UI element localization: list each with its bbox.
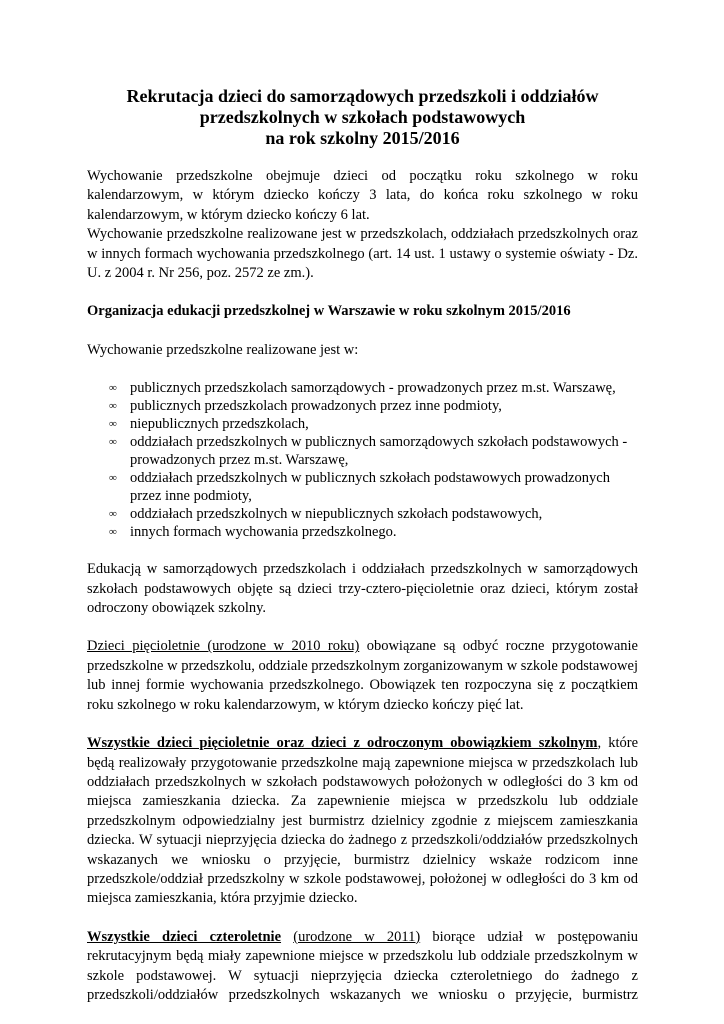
title-line-2: przedszkolnych w szkołach podstawowych xyxy=(199,107,526,127)
intro-paragraph-1: Wychowanie przedszkolne obejmuje dzieci od początku roku szkolnego w roku kalendarzowym, w którym dziecko kończy 3 lata, do końca roku szkolnego w roku kalendarzowym, w którym dziecko kończy 6 lat. xyxy=(87,168,638,223)
infinity-bullet-icon: ∞ xyxy=(109,508,117,521)
list-item xyxy=(109,379,638,397)
intro-paragraph-2: Wychowanie przedszkolne realizowane jest w przedszkolach, oddziałach przedszkolnych oraz w innych formach wychowania przedszkolnego (art. 14 ust. 1 ustawy o systemie oświaty - Dz. U. z 2004 r. Nr 256, poz. 2572 ze zm.). xyxy=(87,226,638,282)
list-item-text: oddziałach przedszkolnych w publicznych szkołach podstawowych prowadzonych przez inne podmioty, xyxy=(130,470,610,505)
list-item xyxy=(109,469,638,505)
four-year-olds-text: biorące udział w postępowaniu rekrutacyjnym będą miały zapewnione miejsce w przedszkolu lub oddziale przedszkolnym w szkole podstawowej. W sytuacji nieprzyjęcia dziecka czteroletniego do żadnego z przedszkoli/oddziałów przedszkolnych wskazanych we wniosku o przyjęcie, burmistrz xyxy=(87,928,639,1003)
list-item xyxy=(109,523,638,541)
infinity-bullet-icon: ∞ xyxy=(109,526,117,539)
infinity-bullet-icon: ∞ xyxy=(109,418,117,431)
list-item xyxy=(109,433,638,469)
list-item xyxy=(109,415,638,433)
all-children-lead: Wszystkie dzieci pięcioletnie oraz dzieci z odroczonym obowiązkiem szkolnym xyxy=(87,735,598,752)
title-line-1: Rekrutacja dzieci do samorządowych przedszkoli i oddziałów xyxy=(126,86,599,106)
list-item-text: niepublicznych przedszkolach, xyxy=(130,416,309,433)
infinity-bullet-icon: ∞ xyxy=(109,436,117,449)
title-line-3: na rok szkolny 2015/2016 xyxy=(265,128,460,148)
five-year-olds-underlined: Dzieci pięcioletnie (urodzone w 2010 roku) xyxy=(87,638,360,655)
list-item xyxy=(109,397,638,415)
forms-list xyxy=(87,379,638,541)
four-year-olds-lead: Wszystkie dzieci czteroletnie xyxy=(87,928,282,945)
infinity-bullet-icon: ∞ xyxy=(109,400,117,413)
section-heading: Organizacja edukacji przedszkolnej w Warszawie w roku szkolnym 2015/2016 xyxy=(87,303,571,320)
list-item-text: oddziałach przedszkolnych w niepublicznych szkołach podstawowych, xyxy=(130,506,543,523)
document-title xyxy=(87,86,638,149)
list-intro: Wychowanie przedszkolne realizowane jest w: xyxy=(87,341,359,358)
infinity-bullet-icon: ∞ xyxy=(109,472,117,485)
all-children-paragraph xyxy=(87,734,638,909)
five-year-olds-text: obowiązane są odbyć roczne przygotowanie przedszkolne w przedszkolu, oddziale przedszkolnym zorganizowanym w szkole podstawowej lub innej formie wychowania przedszkolnego. Obowiązek ten rozpoczyna się z początkiem roku szkolnego w roku kalendarzowym, w którym dziecko kończy pięć lat. xyxy=(87,638,638,713)
all-children-text: , które będą realizowały przygotowanie przedszkolne mają zapewnione miejsca w przedszkolach lub oddziałach przedszkolnych w szkołach podstawowych położonych w odległości do 3 km od miejsca zamieszkania dziecka. Za zapewnienie miejsca w przedszkolu lub oddziale przedszkolnym odpowiedzialny jest burmistrz dzielnicy zgodnie z miejscem zamieszkania dziecka. W sytuacji nieprzyjęcia dziecka do żadnego z przedszkoli/oddziałów przedszkolnych wskazanych we wniosku o przyjęcie, burmistrz dzielnicy wskaże rodzicom inne przedszkole/oddział przedszkolny w szkole podstawowej, położonej w odległości do 3 km od miejsca zamieszkania, która przyjmie dziecko. xyxy=(87,735,638,907)
intro-section xyxy=(87,167,638,283)
list-item-text: innych formach wychowania przedszkolnego. xyxy=(130,524,397,541)
list-item-text: oddziałach przedszkolnych w publicznych samorządowych szkołach podstawowych -prowadzonych przez m.st. Warszawę, xyxy=(130,434,628,469)
infinity-bullet-icon: ∞ xyxy=(109,382,117,395)
four-year-olds-underlined: (urodzone w 2011) xyxy=(293,928,421,945)
education-paragraph: Edukacją w samorządowych przedszkolach i oddziałach przedszkolnych w samorządowych szkołach podstawowych objęte są dzieci trzy-cztero-pięcioletnie oraz dzieci, którym został odroczony obowiązek szkolny. xyxy=(87,561,638,617)
list-item xyxy=(109,505,638,523)
four-year-olds-space xyxy=(281,929,293,945)
list-item-text: publicznych przedszkolach samorządowych - prowadzonych przez m.st. Warszawę, xyxy=(130,380,616,397)
five-year-olds-paragraph xyxy=(87,637,638,715)
four-year-olds-paragraph xyxy=(87,928,638,1006)
list-item-text: publicznych przedszkolach prowadzonych przez inne podmioty, xyxy=(130,398,502,415)
